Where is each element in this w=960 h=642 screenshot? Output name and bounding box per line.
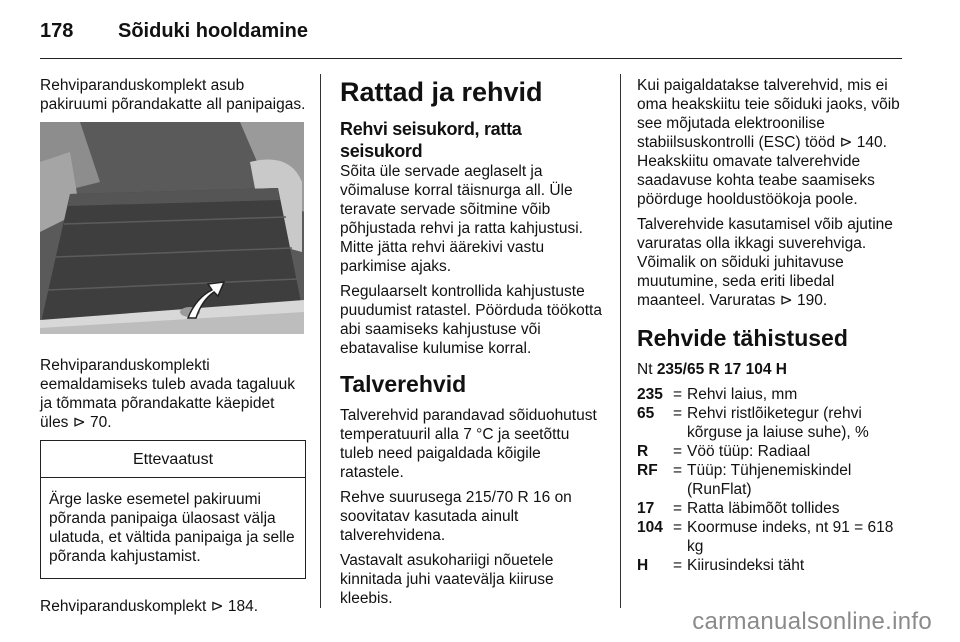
section-title-tyre-designations: Rehvide tähistused (637, 325, 848, 351)
example-code: 235/65 R 17 104 H (656, 361, 787, 378)
repair-kit-reference: Rehviparanduskomplekt ⊳ 184. (40, 598, 259, 615)
legend-eq: = (673, 443, 683, 460)
legend-row (637, 404, 905, 442)
spare-wheel-paragraph: Talverehvide kasutamisel võib ajutine varuratas olla ikkagi suverehviga. Võimalik on sõiduki juhitavuse muutumine, seda eriti libedal maanteel. Varuratas ⊳ 190. (637, 216, 893, 309)
page-number: 178 (40, 20, 74, 42)
trunk-floor-photo (40, 122, 304, 334)
legend-key: H (637, 557, 649, 574)
legend-desc: Vöö tüüp: Radiaal (687, 443, 811, 460)
column-middle (340, 76, 605, 614)
legend-key: R (637, 443, 649, 460)
legend-desc: Rehvi laius, mm (687, 386, 798, 403)
condition-paragraph-1: Sõita üle servade aeglaselt ja võimaluse korral täisnurga all. Üle teravate servade sõitmine võib põhjustada rehvi ja ratta kahjustusi. Mitte jätta rehvi äärekivi vastu parkimise ajaks. (340, 163, 583, 275)
legend-row (637, 499, 905, 518)
tyre-code-example (637, 360, 905, 379)
legend-row (637, 461, 905, 499)
header-divider (40, 58, 902, 59)
legend-eq: = (673, 500, 683, 517)
winter-paragraph-2: Rehve suurusega 215/70 R 16 on soovitatav kasutada ainult talverehvidena. (340, 489, 572, 544)
removal-paragraph: Rehviparanduskomplekti eemaldamiseks tuleb avada tagaluuk ja tõmmata põrandakatte käepidet üles ⊳ 70. (40, 357, 296, 431)
legend-key: 17 (637, 500, 655, 517)
page-header (40, 20, 308, 43)
legend-row (637, 556, 905, 575)
legend-eq: = (673, 405, 683, 422)
winter-paragraph-1: Talverehvid parandavad sõiduohutust temperatuuril alla 7 °C ja seetõttu tuleb need paigaldada kõigile ratastele. (340, 407, 597, 481)
section-title-winter-tyres: Talverehvid (340, 371, 467, 397)
winter-paragraph-3: Vastavalt asukohariigi nõuetele kinnitada juhi vaatevälja kiiruse kleebis. (340, 552, 554, 607)
legend-eq: = (673, 386, 683, 403)
legend-key: 104 (637, 519, 663, 536)
legend-desc: Koormuse indeks, nt 91 = 618 kg (687, 519, 894, 555)
legend-eq: = (673, 519, 683, 536)
caution-text: Ärge laske esemetel pakiruumi põranda panipaiga ülaosast välja ulatuda, et vältida panipaiga ja selle põranda kahjustamist. (49, 491, 295, 565)
caution-box (40, 440, 306, 579)
legend-desc: Tüüp: Tühjenemiskindel (RunFlat) (687, 462, 852, 498)
legend-desc: Ratta läbimõõt tollides (687, 500, 840, 517)
intro-paragraph: Rehviparanduskomplekt asub pakiruumi põrandakatte all panipaigas. (40, 77, 306, 113)
watermark: carmanualsonline.info (692, 608, 932, 635)
winter-approval-paragraph: Kui paigaldatakse talverehvid, mis ei oma heakskiitu teie sõiduki jaoks, võib see mõjutada elektroonilise stabiilsuskontrolli (ESC) tööd ⊳ 140. Heakskiitu omavate talverehvide saadavuse kohta teabe saamiseks pöörduge hooldustöökoja poole. (637, 77, 900, 208)
chapter-title: Sõiduki hooldamine (118, 20, 309, 42)
column-divider-2 (620, 74, 621, 608)
legend-desc: Kiirusindeksi täht (687, 557, 805, 574)
condition-paragraph-2: Regulaarselt kontrollida kahjustuste puudumist ratastel. Pöörduda töökotta abi saamiseks kahjustuse või ebatavalise kulumise korral. (340, 283, 602, 357)
caution-title: Ettevaatust (41, 441, 305, 478)
legend-key: 65 (637, 405, 655, 422)
example-prefix: Nt (637, 361, 657, 378)
legend-row (637, 385, 905, 404)
legend-eq: = (673, 462, 683, 479)
section-title-wheels-tyres: Rattad ja rehvid (340, 77, 543, 107)
legend-row (637, 442, 905, 461)
legend-key: RF (637, 462, 658, 479)
column-right (637, 76, 905, 575)
subsection-title-condition: Rehvi seisukord, ratta seisukord (340, 119, 522, 161)
legend-row (637, 518, 905, 556)
legend-eq: = (673, 557, 683, 574)
column-left (40, 76, 306, 622)
tyre-code-legend (637, 385, 905, 575)
column-divider-1 (320, 74, 321, 608)
legend-desc: Rehvi ristlõiketegur (rehvi kõrguse ja laiuse suhe), % (687, 405, 869, 441)
legend-key: 235 (637, 386, 663, 403)
